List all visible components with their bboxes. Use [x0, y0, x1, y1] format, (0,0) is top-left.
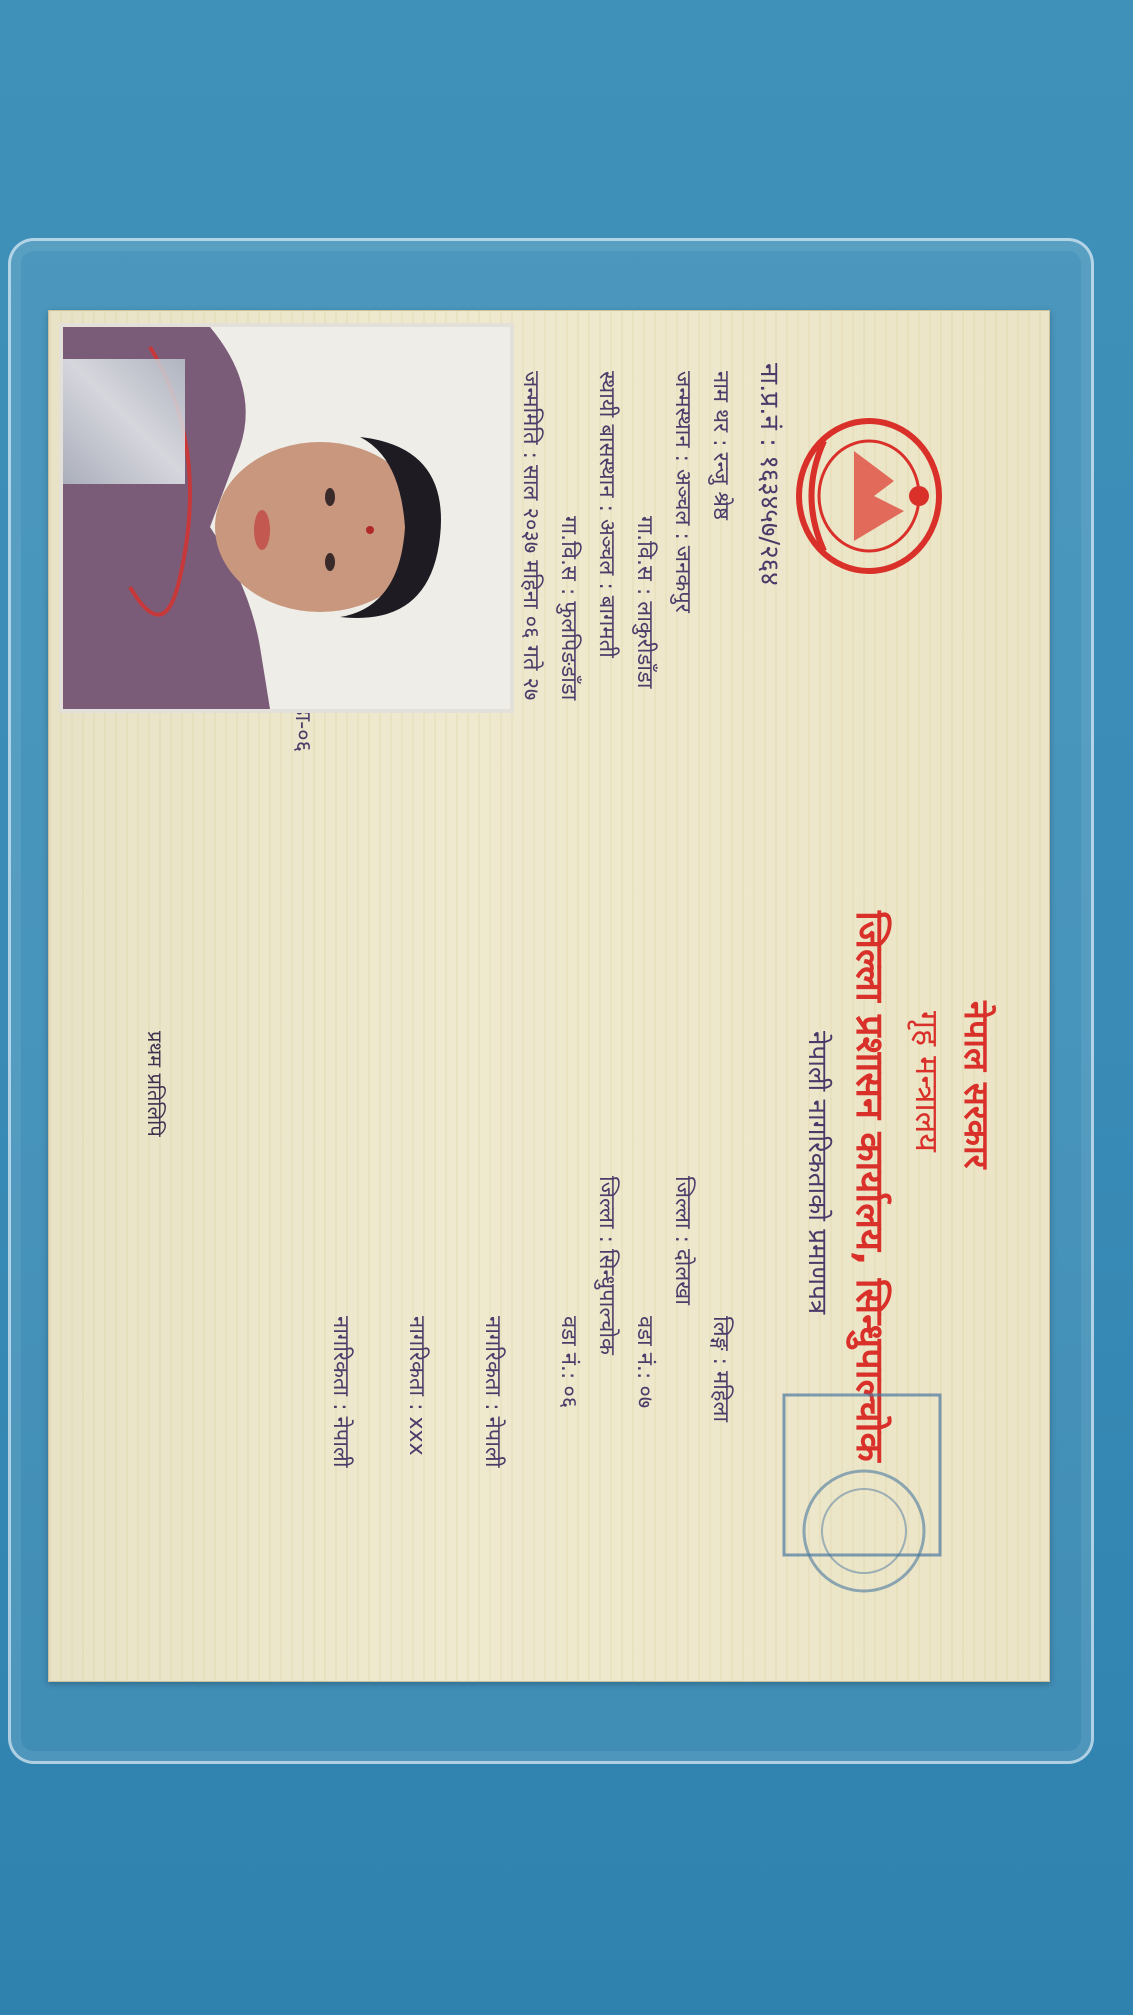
dob-row: [517, 371, 547, 700]
birthplace-district: दोलखा: [670, 1248, 695, 1305]
hologram-sticker: [59, 359, 185, 484]
birthplace-district-label: जिल्ला :: [670, 1176, 695, 1243]
nepal-emblem-icon: [789, 411, 949, 581]
name-value: रन्जु श्रेष्ठ: [708, 452, 733, 520]
mother-citizenship-label: नागरिकता :: [404, 1316, 429, 1411]
permanent-ward-label: वडा नं.:: [556, 1316, 581, 1380]
name-label: नाम थर :: [708, 371, 733, 447]
office-stamp-icon: [779, 1391, 944, 1601]
dob-label: जन्ममिति :: [518, 371, 543, 459]
certificate-content: [49, 311, 1049, 1681]
birthplace-zone: जनकपुर: [670, 545, 695, 613]
birthplace-row: [669, 371, 699, 613]
birthplace-label: जन्मस्थान : अञ्चल :: [670, 371, 695, 540]
holder-photo: [59, 323, 514, 713]
birthplace-vdc-row: [631, 516, 661, 688]
copy-label: प्रथम प्रतिलिपि: [143, 1031, 167, 1137]
birthplace-ward-row: [631, 1316, 661, 1408]
citizenship-certificate-card: [48, 310, 1050, 1682]
permanent-district: सिन्धुपाल्चोक: [594, 1248, 619, 1355]
birthplace-ward-label: वडा नं.:: [632, 1316, 657, 1380]
ministry-title: गृह मन्त्रालय: [908, 1011, 946, 1152]
permanent-vdc: फुलपिङडाँडा: [556, 601, 581, 701]
certificate-title: नेपाली नागरिकताको प्रमाणपत्र: [802, 1031, 832, 1315]
permanent-district-row: [593, 1176, 623, 1355]
dob-value: साल २०३७ महिना ०६ गते २७: [518, 464, 543, 701]
permanent-district-label: जिल्ला :: [594, 1176, 619, 1243]
gender-value: महिला: [708, 1370, 733, 1423]
birthplace-ward: ०७: [632, 1385, 657, 1409]
father-citizenship-label: नागरिकता :: [480, 1316, 505, 1411]
permanent-zone: बागमती: [594, 595, 619, 658]
certificate-number: [753, 363, 789, 586]
mother-citizenship: xxx: [404, 1416, 429, 1456]
spouse-citizenship-label: नागरिकता :: [328, 1316, 353, 1411]
gender-row: [707, 1316, 737, 1422]
spouse-citizenship-row: [327, 1316, 357, 1468]
mother-citizenship-row: [403, 1316, 433, 1456]
spouse-citizenship: नेपाली: [328, 1416, 353, 1468]
birthplace-vdc-label: गा.वि.स :: [632, 516, 657, 596]
permanent-vdc-label: गा.वि.स :: [556, 516, 581, 596]
name-row: [707, 371, 737, 520]
father-citizenship: नेपाली: [480, 1416, 505, 1468]
certificate-number-value: १६३४५७/२६४: [754, 455, 784, 586]
office-title: जिल्ला प्रशासन कार्यालय, सिन्धुपाल्चोक: [848, 911, 892, 1462]
permanent-ward: ०६: [556, 1385, 581, 1409]
birthplace-vdc: लाकुरीडाँडा: [632, 601, 657, 689]
permanent-address-row: [593, 371, 623, 658]
father-citizenship-row: [479, 1316, 509, 1468]
birthplace-district-row: [669, 1176, 699, 1305]
certificate-number-label: ना.प्र.नं :: [754, 363, 784, 447]
permanent-ward-row: [555, 1316, 585, 1408]
permanent-label: स्थायी बासस्थान : अञ्चल :: [594, 371, 619, 590]
permanent-vdc-row: [555, 516, 585, 700]
gender-label: लिङ्ग :: [708, 1316, 733, 1365]
government-title: नेपाल सरकार: [956, 1001, 996, 1169]
